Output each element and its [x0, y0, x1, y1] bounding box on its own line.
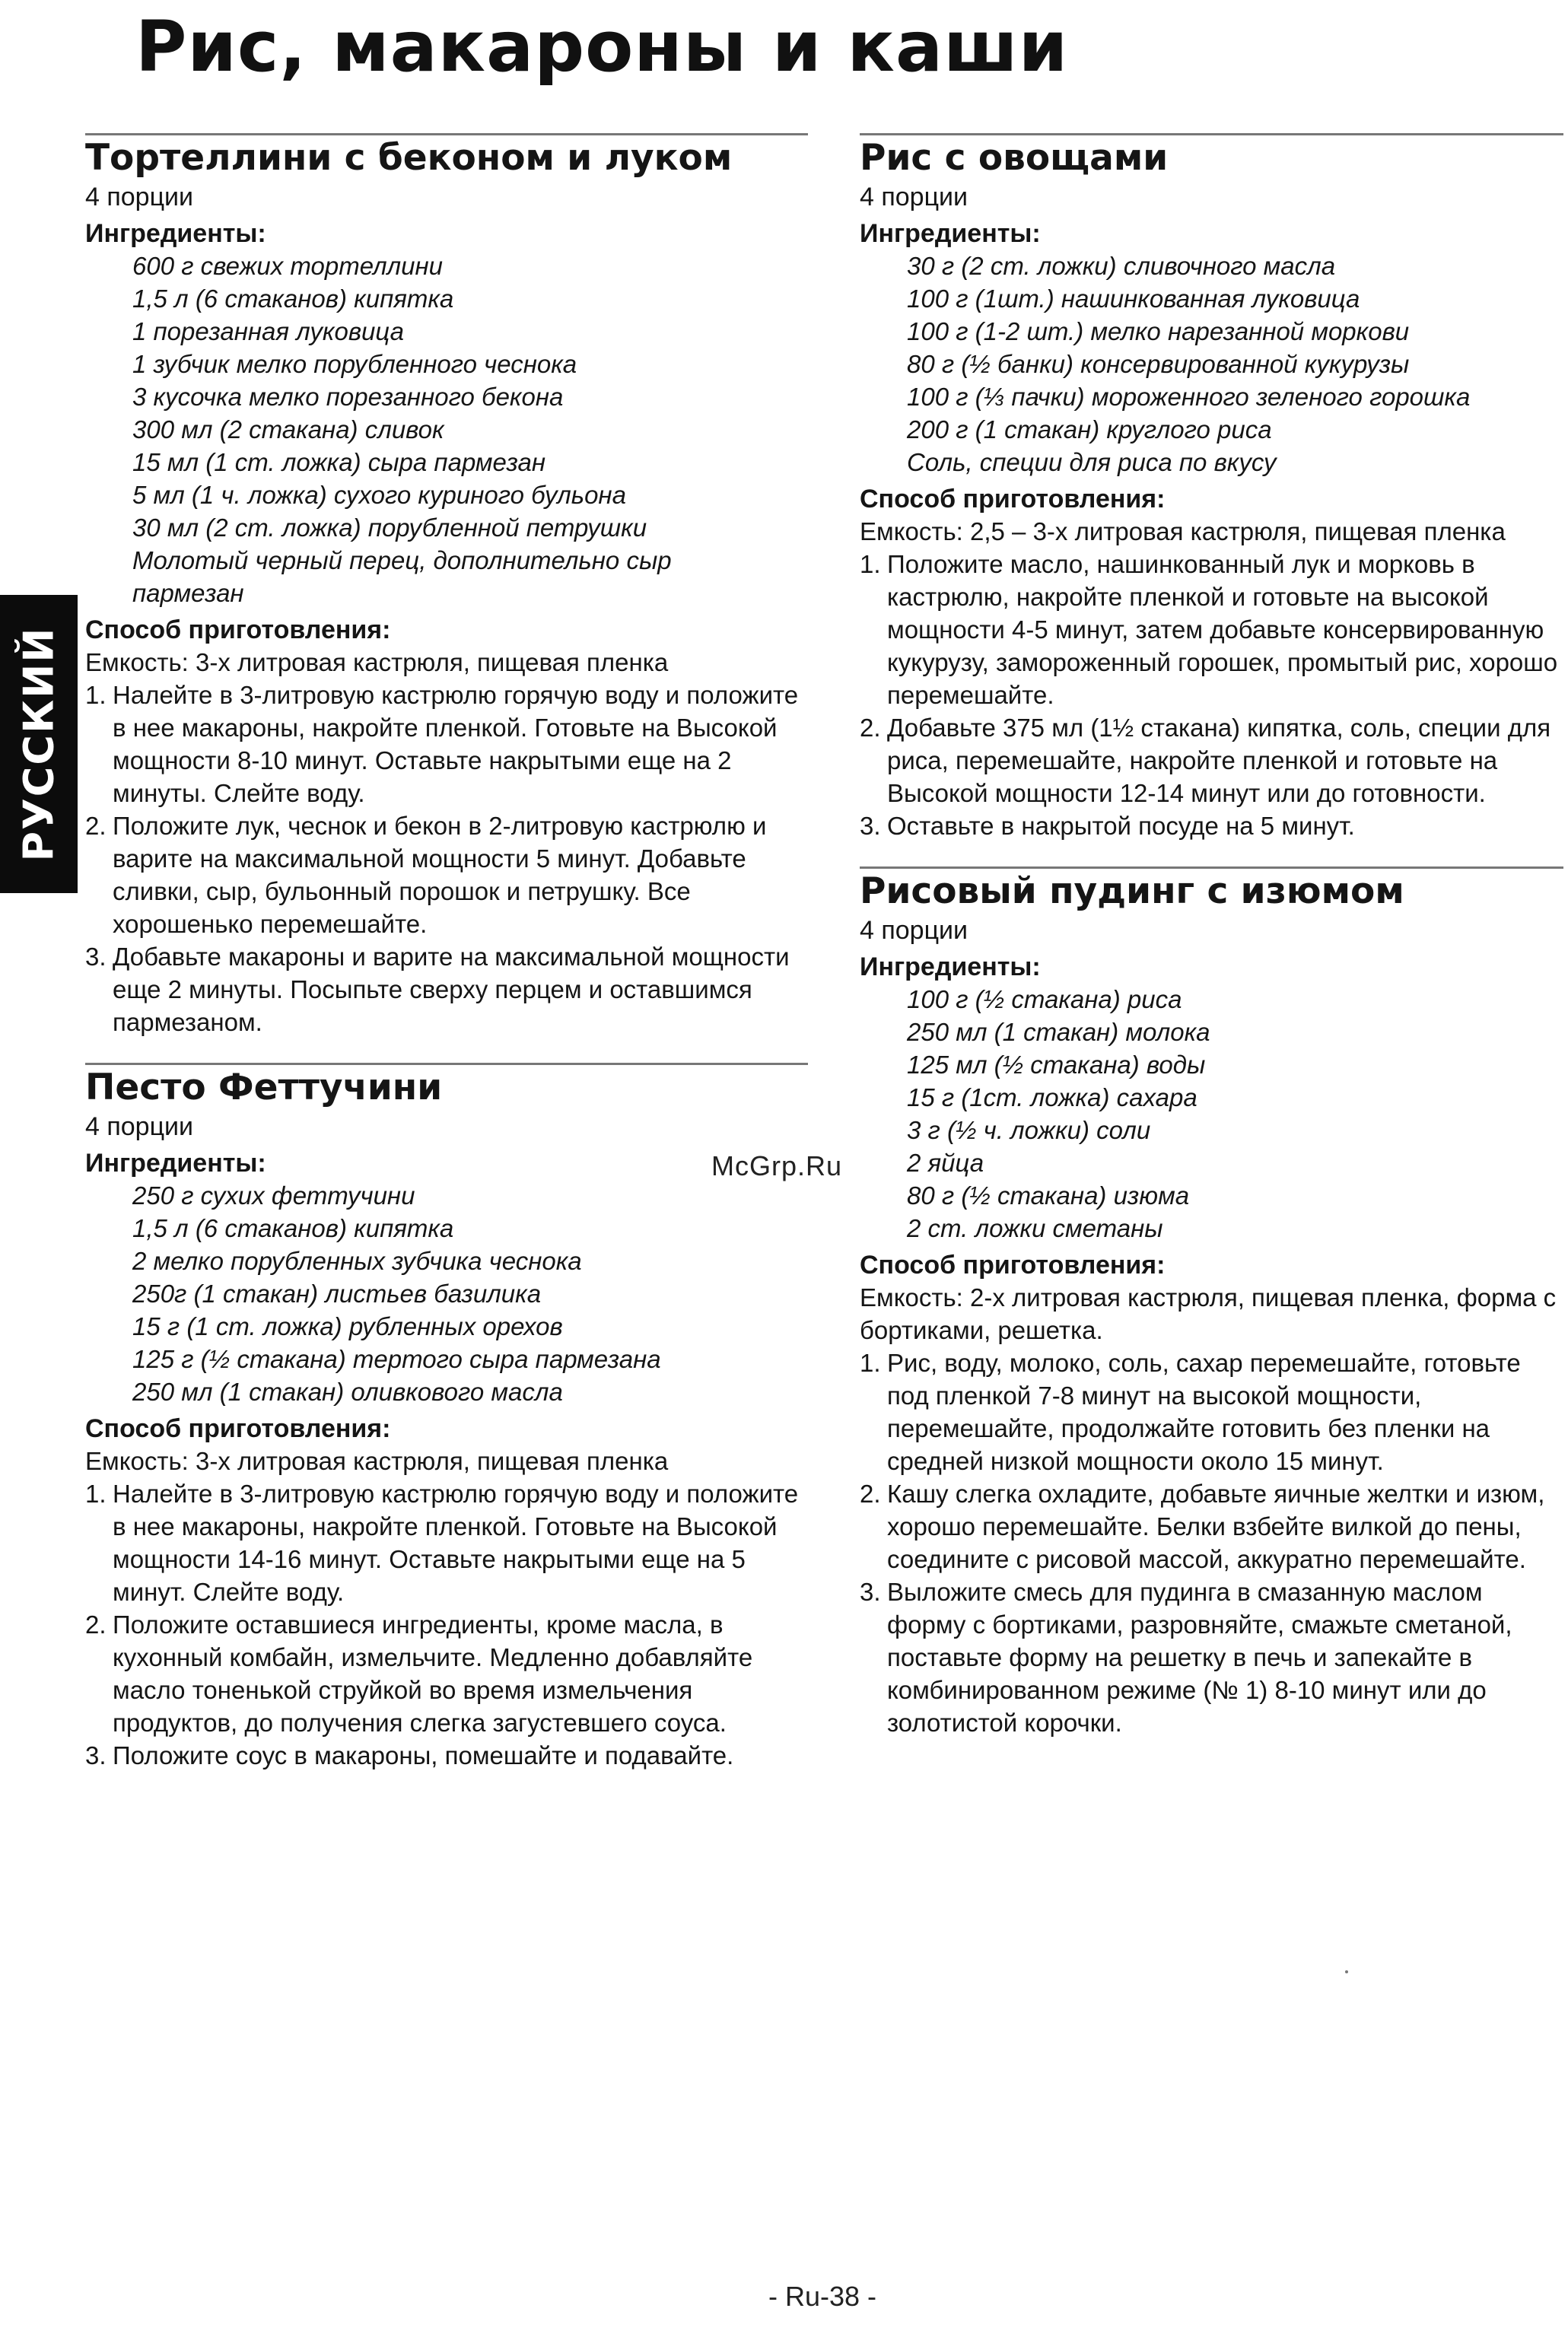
ingredient-item: 3 кусочка мелко порезанного бекона [132, 383, 564, 411]
method-heading: Способ приготовления: [860, 485, 1166, 514]
step-text: Положите оставшиеся ингредиенты, кроме масла, в кухонный комбайн, измельчите. Медленно добавляйте масло тоненькой струйкой во время измельчения продуктов, до получения слегка загустевшего соуса. [113, 1610, 753, 1737]
ingredient-item: Молотый черный перец, дополнительно сыр [132, 546, 672, 574]
ingredients-list [860, 250, 1563, 479]
ingredient-item: 1 зубчик мелко порубленного чеснока [132, 350, 577, 378]
method-step [85, 679, 808, 809]
ingredient-item: 15 г (1 ст. ложка) рубленных орехов [132, 1312, 563, 1340]
method-step [860, 809, 1563, 842]
step-text: Налейте в 3-литровую кастрюлю горячую воду и положите в нее макароны, накройте пленкой. Готовьте на Высокой мощности 8-10 минут. Оставьте накрытыми еще на 2 минуты. Слейте воду. [113, 681, 799, 807]
ingredient-item: 80 г (½ стакана) изюма [907, 1181, 1190, 1210]
step-text: Рис, воду, молоко, соль, сахар перемешайте, готовьте под пленкой 7-8 минут на высокой мощности, перемешайте, продолжайте готовить без пленки на средней низкой мощности около 15 минут. [887, 1349, 1521, 1475]
recipe-title: Рис с овощами [860, 133, 1563, 180]
ingredient-item: 250 г сухих феттучини [132, 1181, 415, 1210]
container-note: Емкость: 3-х литровая кастрюля, пищевая пленка [85, 1447, 669, 1475]
ingredient-item: 15 мл (1 ст. ложка) сыра пармезан [132, 448, 546, 476]
method-step [85, 1477, 808, 1608]
method-step [85, 940, 808, 1038]
method-steps [85, 1477, 808, 1772]
container-note: Емкость: 2-х литровая кастрюля, пищевая пленка, форма с бортиками, решетка. [860, 1283, 1557, 1344]
ingredient-item: 1,5 л (6 стаканов) кипятка [132, 285, 454, 313]
method-heading: Способ приготовления: [85, 615, 391, 644]
ingredient-item: 600 г свежих тортеллини [132, 252, 444, 280]
recipe-pesto-fettuccine [85, 1063, 808, 1772]
step-number: 3. [860, 812, 881, 840]
recipe-tortellini [85, 133, 808, 1038]
method-step [860, 1347, 1563, 1477]
method-steps [860, 1347, 1563, 1739]
ingredient-item: 100 г (1шт.) нашинкованная луковица [907, 285, 1360, 313]
method-heading: Способ приготовления: [85, 1414, 391, 1443]
ingredients-heading: Ингредиенты: [860, 219, 1041, 248]
step-number: 1. [860, 1349, 881, 1377]
step-number: 1. [860, 550, 881, 578]
step-text: Добавьте 375 мл (1½ стакана) кипятка, соль, специи для риса, перемешайте, накройте пленкой и готовьте на Высокой мощности 12-14 минут или до готовности. [887, 714, 1551, 807]
recipe-title: Рисовый пудинг с изюмом [860, 866, 1563, 913]
ingredient-item: 5 мл (1 ч. ложка) сухого куриного бульона [132, 481, 626, 509]
step-number: 3. [85, 943, 107, 971]
ingredients-list [860, 983, 1563, 1245]
step-text: Оставьте в накрытой посуде на 5 минут. [887, 812, 1355, 840]
method-step [860, 548, 1563, 711]
ingredient-item: 125 г (½ стакана) тертого сыра пармезана [132, 1345, 661, 1373]
step-number: 3. [860, 1578, 881, 1606]
ingredient-item: 1,5 л (6 стаканов) кипятка [132, 1214, 454, 1242]
ingredients-list [85, 250, 808, 609]
step-number: 2. [85, 1610, 107, 1639]
ingredient-item: 250 мл (1 стакан) оливкового масла [132, 1378, 563, 1406]
ingredients-heading: Ингредиенты: [85, 1149, 266, 1178]
container-note: Емкость: 2,5 – 3-х литровая кастрюля, пищевая пленка [860, 517, 1506, 545]
method-step [860, 1477, 1563, 1575]
method-steps [860, 548, 1563, 842]
step-number: 3. [85, 1741, 107, 1769]
recipe-rice-pudding [860, 866, 1563, 1739]
page-number: - Ru-38 - [768, 2281, 877, 2312]
scan-speck [1345, 1970, 1348, 1973]
method-step [85, 1739, 808, 1772]
method-steps [85, 679, 808, 1038]
ingredient-item: 200 г (1 стакан) круглого риса [907, 415, 1272, 444]
method-step [860, 711, 1563, 809]
ingredient-item: 2 яйца [907, 1149, 984, 1177]
method-step [85, 809, 808, 940]
step-text: Налейте в 3-литровую кастрюлю горячую воду и положите в нее макароны, накройте пленкой. Готовьте на Высокой мощности 14-16 минут. Оставьте накрытыми еще на 5 минут. Слейте воду. [113, 1480, 799, 1606]
ingredient-item: 3 г (½ ч. ложки) соли [907, 1116, 1151, 1144]
ingredient-item: 15 г (1ст. ложка) сахара [907, 1083, 1197, 1111]
ingredient-item: 2 мелко порубленных зубчика чеснока [132, 1247, 582, 1275]
step-number: 1. [85, 1480, 107, 1508]
step-text: Выложите смесь для пудинга в смазанную маслом форму с бортиками, разровняйте, смажьте сметаной, поставьте форму на решетку в печь и запекайте в комбинированном режиме (№ 1) 8-10 минут или до золотистой корочки. [887, 1578, 1512, 1737]
method-heading: Способ приготовления: [860, 1251, 1166, 1280]
recipe-servings: 4 порции [85, 1112, 194, 1141]
ingredients-heading: Ингредиенты: [860, 952, 1041, 981]
recipe-title: Песто Феттучини [85, 1063, 808, 1109]
recipe-servings: 4 порции [860, 916, 968, 945]
ingredient-item: 30 мл (2 ст. ложка) порубленной петрушки [132, 514, 647, 542]
ingredient-item: пармезан [132, 579, 244, 607]
ingredient-item: 30 г (2 ст. ложки) сливочного масла [907, 252, 1336, 280]
ingredient-item: 100 г (1-2 шт.) мелко нарезанной моркови [907, 317, 1410, 345]
language-side-tab-label: РУССКИЙ [14, 626, 63, 862]
step-number: 2. [85, 812, 107, 840]
step-text: Положите лук, чеснок и бекон в 2-литровую кастрюлю и варите на максимальной мощности 5 минут. Добавьте сливки, сыр, бульонный порошок и петрушку. Все хорошенько перемешайте. [113, 812, 767, 938]
language-side-tab [0, 595, 78, 893]
step-text: Положите соус в макароны, помешайте и подавайте. [113, 1741, 734, 1769]
recipe-rice-vegetables [860, 133, 1563, 842]
recipe-servings: 4 порции [85, 183, 194, 211]
container-note: Емкость: 3-х литровая кастрюля, пищевая пленка [85, 648, 669, 676]
right-column [860, 133, 1563, 1739]
ingredient-item: 125 мл (½ стакана) воды [907, 1051, 1206, 1079]
ingredient-item: 2 ст. ложки сметаны [907, 1214, 1163, 1242]
step-number: 1. [85, 681, 107, 709]
ingredient-item: 80 г (½ банки) консервированной кукурузы [907, 350, 1410, 378]
left-column [85, 133, 808, 1772]
page-title: Рис, макароны и каши [135, 6, 1069, 87]
recipe-servings: 4 порции [860, 183, 968, 211]
recipe-title: Тортеллини с беконом и луком [85, 133, 808, 180]
ingredient-item: 250г (1 стакан) листьев базилика [132, 1280, 542, 1308]
ingredients-heading: Ингредиенты: [85, 219, 266, 248]
step-text: Добавьте макароны и варите на максимальной мощности еще 2 минуты. Посыпьте сверху перцем и оставшимся пармезаном. [113, 943, 790, 1036]
ingredient-item: 300 мл (2 стакана) сливок [132, 415, 444, 444]
step-text: Кашу слегка охладите, добавьте яичные желтки и изюм, хорошо перемешайте. Белки взбейте вилкой до пены, соедините с рисовой массой, аккуратно перемешайте. [887, 1480, 1545, 1573]
ingredient-item: 1 порезанная луковица [132, 317, 405, 345]
ingredient-item: 250 мл (1 стакан) молока [907, 1018, 1210, 1046]
method-step [860, 1575, 1563, 1739]
watermark: McGrp.Ru [711, 1150, 843, 1181]
ingredient-item: 100 г (⅓ пачки) мороженного зеленого горошка [907, 383, 1471, 411]
method-step [85, 1608, 808, 1739]
step-number: 2. [860, 714, 881, 742]
step-text: Положите масло, нашинкованный лук и морковь в кастрюлю, накройте пленкой и готовьте на высокой мощности 4-5 минут, затем добавьте консервированную кукурузу, замороженный горошек, промытый рис, хорошо перемешайте. [887, 550, 1558, 709]
ingredient-item: Соль, специи для риса по вкусу [907, 448, 1277, 476]
step-number: 2. [860, 1480, 881, 1508]
ingredient-item: 100 г (½ стакана) риса [907, 985, 1182, 1013]
ingredients-list [85, 1179, 808, 1408]
